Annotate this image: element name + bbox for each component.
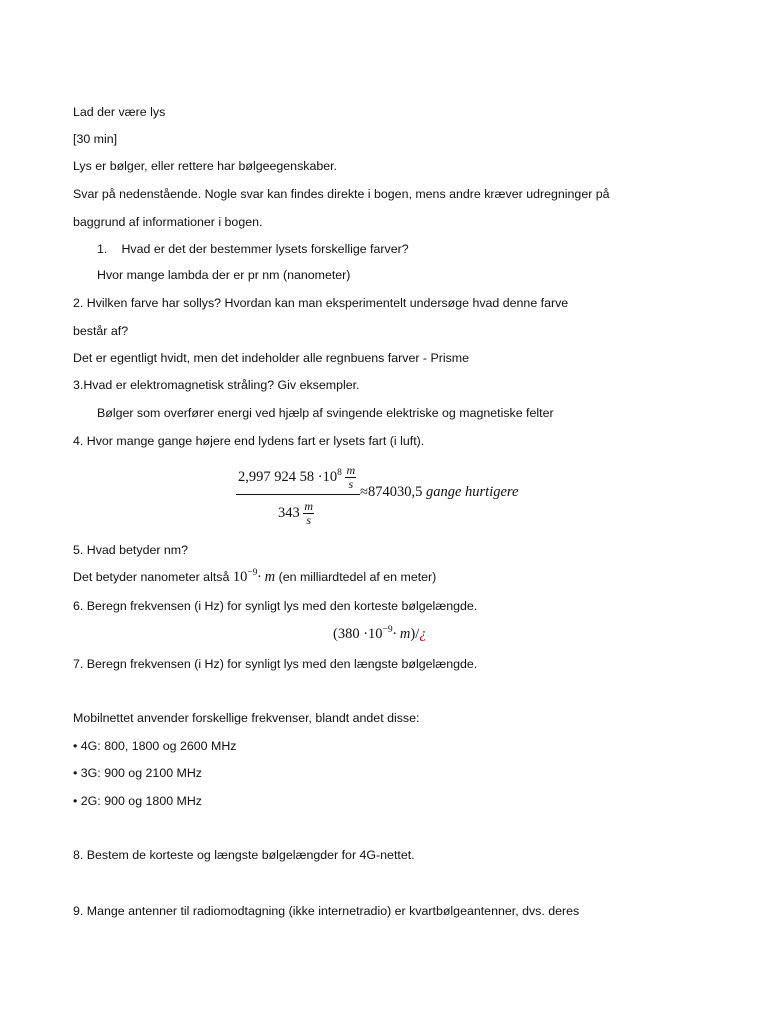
answer-5: Det betyder nanometer altså $10^{-9}\cdot m$ (en milliardtedel af en meter) (73, 568, 437, 585)
equation-6-error-glyph: ¿ (419, 626, 427, 642)
equation-4-denominator: 343 $\frac{m}{s}$ (278, 499, 314, 527)
instructions-line-2: baggrund af informationer i bogen. (73, 215, 263, 229)
answer-1: Hvor mange lambda der er pr nm (nanometer) (97, 268, 351, 282)
intro-text: Lys er bølger, eller rettere har bølgeegenskaber. (73, 159, 338, 173)
equation-6: ($380 \cdot 10^{-9}\cdot$ m)/¿ (333, 625, 427, 642)
question-1 (97, 241, 409, 257)
answer-3: Bølger som overfører energi ved hjælp af svingende elektriske og magnetiske felter (97, 406, 554, 420)
mobile-list-item: • 4G: 800, 1800 og 2600 MHz (73, 739, 237, 753)
question-8: 8. Bestem de korteste og længste bølgelængder for 4G-nettet. (73, 848, 415, 862)
equation-4-numerator: 2,997 924 $58 \cdot 10^8$ $\frac{m}{s}$ (238, 463, 356, 491)
duration-label: [30 min] (73, 132, 118, 146)
question-3: 3.Hvad er elektromagnetisk stråling? Giv eksempler. (73, 378, 360, 392)
question-1-text: Hvad er det der bestemmer lysets forskellige farver? (121, 242, 409, 256)
question-5: 5. Hvad betyder nm? (73, 543, 189, 557)
question-1-number: 1. (97, 242, 108, 256)
mobile-list-item: • 3G: 900 og 2100 MHz (73, 766, 203, 780)
equation-4-fraction-bar (236, 494, 360, 495)
mobile-list-item: • 2G: 900 og 1800 MHz (73, 794, 203, 808)
equation-4-result: ≈874030,5 gange hurtigere (360, 484, 519, 500)
document-title: Lad der være lys (73, 105, 166, 119)
question-7: 7. Beregn frekvensen (i Hz) for synligt lys med den længste bølgelængde. (73, 657, 478, 671)
instructions-line-1: Svar på nedenstående. Nogle svar kan findes direkte i bogen, mens andre kræver udregninger på (73, 187, 610, 201)
equation-4 (236, 460, 536, 530)
question-9: 9. Mange antenner til radiomodtagning (ikke internetradio) er kvartbølgeantenner, dvs. deres (73, 904, 580, 918)
question-6: 6. Beregn frekvensen (i Hz) for synligt lys med den korteste bølgelængde. (73, 599, 478, 613)
mobile-intro: Mobilnettet anvender forskellige frekvenser, blandt andet disse: (73, 711, 420, 725)
answer-2: Det er egentligt hvidt, men det indeholder alle regnbuens farver - Prisme (73, 351, 470, 365)
answer-5-math: $10^{-9}\cdot m$ (232, 568, 276, 585)
question-2-line-1: 2. Hvilken farve har sollys? Hvordan kan man eksperimentelt undersøge hvad denne farve (73, 296, 569, 310)
equation-4-unit-top: $\frac{m}{s}$ (346, 463, 356, 491)
question-2-line-2: består af? (73, 324, 129, 338)
equation-4-unit-bottom: $\frac{m}{s}$ (304, 499, 314, 527)
question-4: 4. Hvor mange gange højere end lydens fart er lysets fart (i luft). (73, 434, 425, 448)
